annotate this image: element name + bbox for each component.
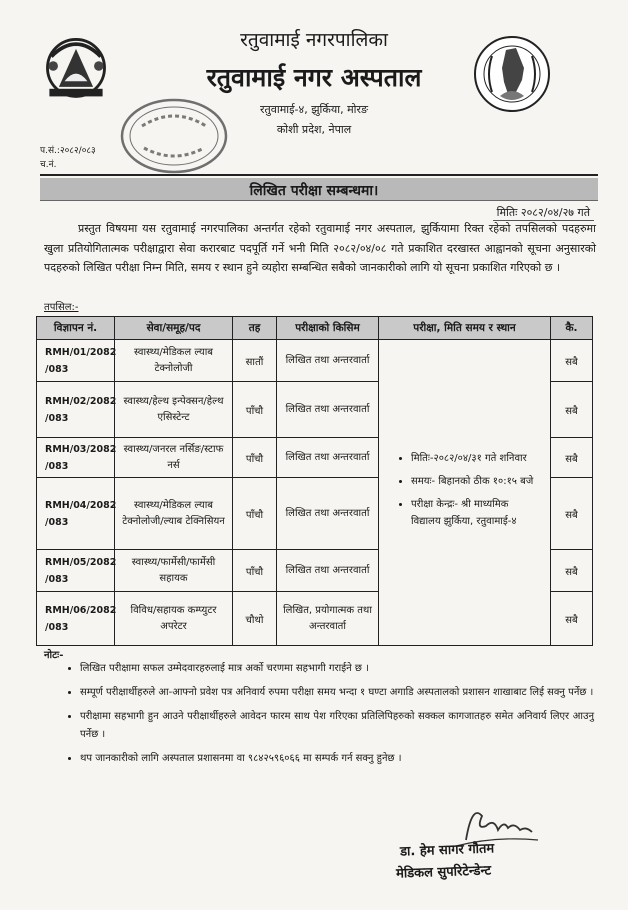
signatory-name: डा. हेम सागर गौतम xyxy=(399,841,495,860)
ad-number: RMH/06/2082 /083 xyxy=(37,592,115,646)
notice-date: मितिः २०८२/०४/२७ गते xyxy=(493,205,594,221)
note-item: • लिखित परीक्षामा सफल उम्मेदवारहरुलाई मात्र अर्को चरणमा सहभागी गराईने छ । xyxy=(80,660,594,678)
exam-info-cell xyxy=(379,340,551,646)
ad-number: RMH/03/2082 /083 xyxy=(37,438,115,478)
remarks: सबै xyxy=(551,382,593,438)
exam-type: लिखित तथा अन्तरवार्ता xyxy=(277,550,379,592)
hospital-logo-icon xyxy=(472,34,552,114)
municipality-name: रतुवामाई नगरपालिका xyxy=(240,29,388,51)
level: चौथो xyxy=(233,592,277,646)
official-stamp xyxy=(118,96,230,176)
ad-number: RMH/01/2082 /083 xyxy=(37,340,115,382)
exam-type: लिखित तथा अन्तरवार्ता xyxy=(277,382,379,438)
col-header-level: तह xyxy=(233,317,277,340)
col-header-post: सेवा/समूह/पद xyxy=(115,317,233,340)
exam-type: लिखित तथा अन्तरवार्ता xyxy=(277,478,379,550)
details-label: तपसिल:- xyxy=(44,302,79,313)
reference-number: प.सं.:२०८२/०८३ xyxy=(40,146,96,156)
col-header-exam-info: परीक्षा, मिति समय र स्थान xyxy=(379,317,551,340)
remarks: सबै xyxy=(551,550,593,592)
col-header-exam-type: परीक्षाको किसिम xyxy=(277,317,379,340)
col-header-remarks: कै. xyxy=(551,317,593,340)
hospital-name: रतुवामाई नगर अस्पताल xyxy=(206,63,422,92)
level: सातौं xyxy=(233,340,277,382)
ad-number: RMH/04/2082 /083 xyxy=(37,478,115,550)
exam-schedule-table xyxy=(36,316,593,646)
dispatch-number: च.नं. xyxy=(40,160,57,170)
header-divider xyxy=(40,174,598,176)
notice-title: लिखित परीक्षा सम्बन्धमा। xyxy=(249,183,379,199)
ad-number: RMH/05/2082 /083 xyxy=(37,550,115,592)
table-header-row xyxy=(37,317,593,340)
address-line-1: रतुवामाई-४, झुर्किया, मोरङ xyxy=(259,103,368,116)
signatory-title: मेडिकल सुपरिटेन्डेन्ट xyxy=(395,863,492,882)
exam-type: लिखित तथा अन्तरवार्ता xyxy=(277,438,379,478)
notice-body: प्रस्तुत विषयमा यस रतुवामाई नगरपालिका अन्तर्गत रहेको रतुवामाई नगर अस्पताल, झुर्कियामा रिक्त रहेको तपसिलको पदहरुमा खुला प्रतियोगितात्मक परीक्षाद्वारा सेवा करारबाट पदपूर्ति गर्ने भनी मिति २०८२/०४/०८ गते प्रकाशित दरखास्त आह्वानको सूचना अनुसारको पदहरुको लिखित परीक्षा निम्न मिति, समय र स्थान हुने व्यहोरा सम्बन्धित सबैको जानकारीको लागि यो सूचना प्रकाशित गरिएको छ । xyxy=(44,222,596,274)
post-name: स्वास्थ्य/जनरल नर्सिङ/स्टाफ नर्स xyxy=(115,438,233,478)
exam-type: लिखित तथा अन्तरवार्ता xyxy=(277,340,379,382)
table-row xyxy=(37,340,593,382)
level: पाँचौ xyxy=(233,438,277,478)
notes-list xyxy=(60,660,594,774)
col-header-ad-no: विज्ञापन नं. xyxy=(37,317,115,340)
level: पाँचौ xyxy=(233,478,277,550)
exam-time: • समयः- बिहानको ठीक १०:१५ बजे xyxy=(411,473,536,490)
exam-center: • परीक्षा केन्द्रः- श्री माध्यमिक विद्यालय झुर्किया, रतुवामाई-४ xyxy=(411,496,536,530)
note-item: • थप जानकारीको लागि अस्पताल प्रशासनमा वा ९८४२५९६०६६ मा सम्पर्क गर्न सक्नु हुनेछ । xyxy=(80,750,594,768)
exam-date: • मितिः-२०८२/०४/३१ गते शनिवार xyxy=(411,450,536,467)
post-name: स्वास्थ्य/हेल्थ इन्पेक्सन/हेल्थ एसिस्टेन्ट xyxy=(115,382,233,438)
level: पाँचौ xyxy=(233,382,277,438)
post-name: स्वास्थ्य/मेडिकल ल्याब टेक्नोलोजी/ल्याब टेक्निसियन xyxy=(115,478,233,550)
level: पाँचौ xyxy=(233,550,277,592)
remarks: सबै xyxy=(551,478,593,550)
post-name: विविध/सहायक कम्प्युटर अपरेटर xyxy=(115,592,233,646)
ad-number: RMH/02/2082 /083 xyxy=(37,382,115,438)
remarks: सबै xyxy=(551,592,593,646)
post-name: स्वास्थ्य/मेडिकल ल्याब टेक्नोलोजी xyxy=(115,340,233,382)
notes-title: नोटः- xyxy=(44,650,64,661)
post-name: स्वास्थ्य/फार्मेसी/फार्मेसी सहायक xyxy=(115,550,233,592)
note-item: • सम्पूर्ण परीक्षार्थीहरुले आ-आफ्नो प्रवेश पत्र अनिवार्य रुपमा परीक्षा समय भन्दा १ घण्टा अगाडि अस्पतालको प्रशासन शाखाबाट लिई सक्नु पर्नेछ । xyxy=(80,684,594,702)
remarks: सबै xyxy=(551,340,593,382)
note-item: • परीक्षामा सहभागी हुन आउने परीक्षार्थीहरुले आवेदन फारम साथ पेश गरिएका प्रतिलिपिहरुको सक्कल कागजातहरु समेत अनिवार्य लिएर आउनु पर्नेछ । xyxy=(80,708,594,744)
remarks: सबै xyxy=(551,438,593,478)
address-line-2: कोशी प्रदेश, नेपाल xyxy=(276,123,352,136)
exam-type: लिखित, प्रयोगात्मक तथा अन्तरवार्ता xyxy=(277,592,379,646)
